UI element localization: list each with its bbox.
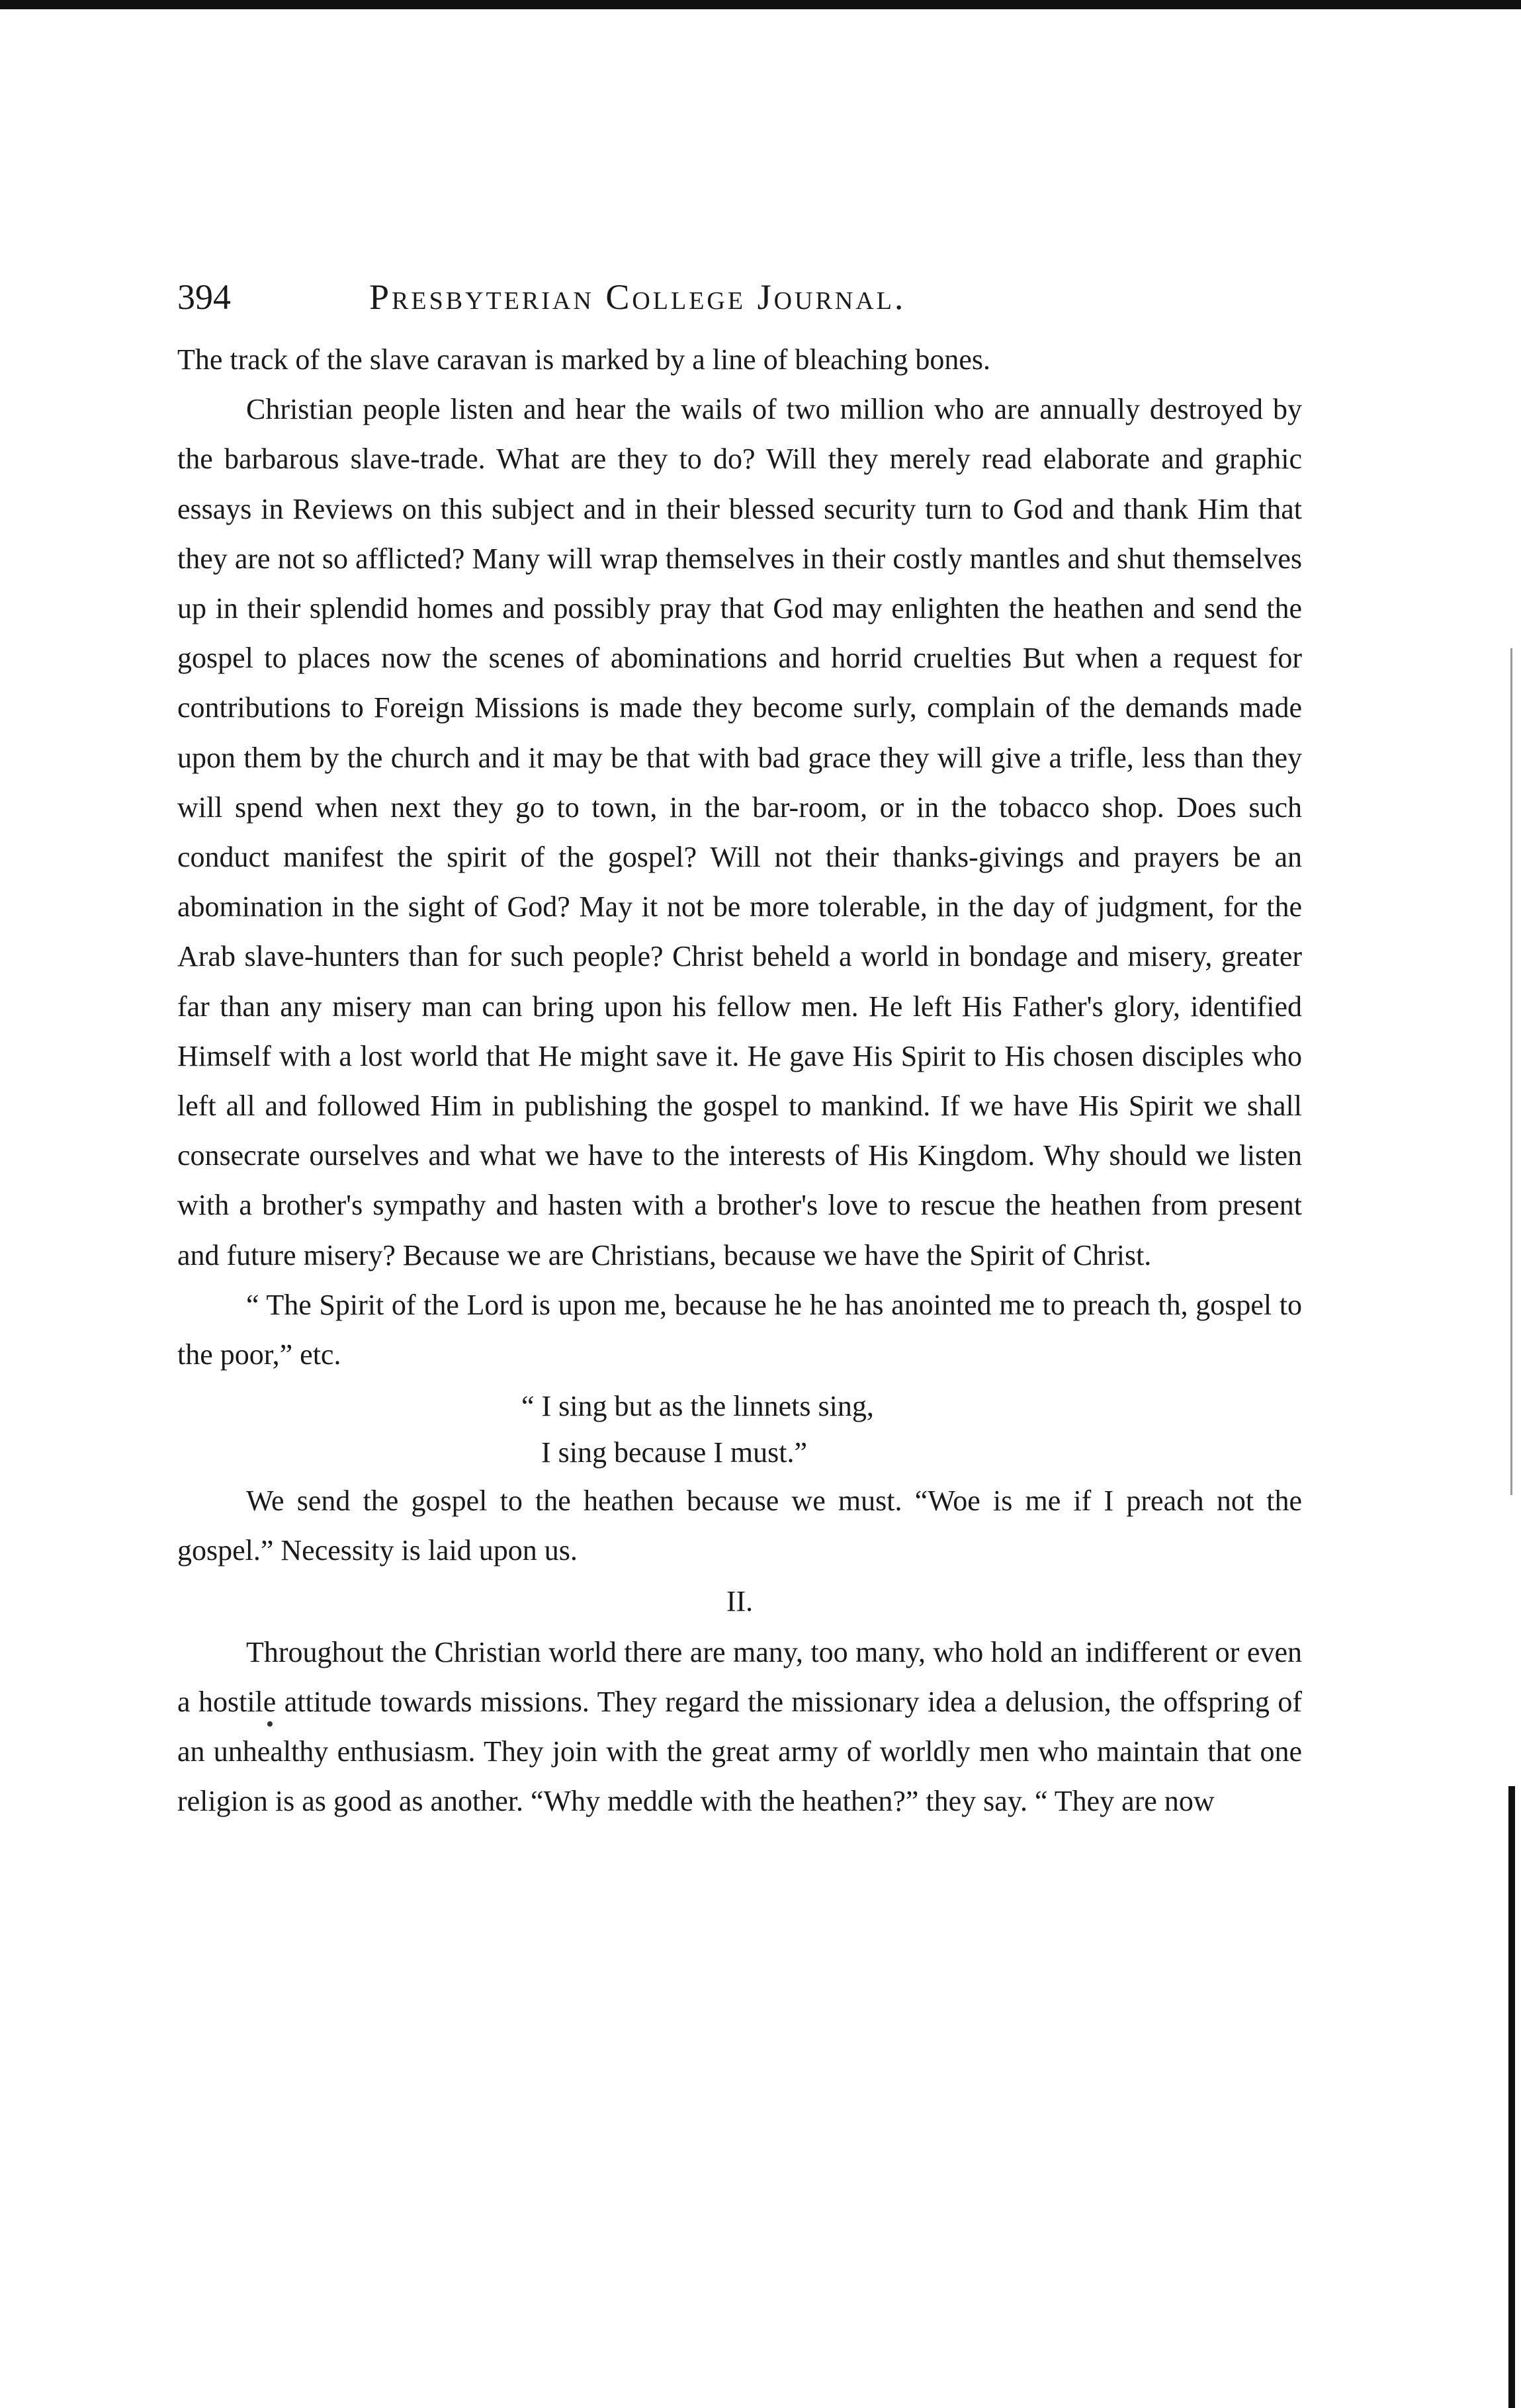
top-border-rule <box>0 0 1521 9</box>
paragraph-christian-people: Christian people listen and hear the wails of two million who are annually destroyed by the barbarous slave-trade. What are they to do? Will they merely read elaborate and graphic essays in Reviews on this subject and in their blessed security turn to God and thank Him that they are not so afflicted? Many will wrap themselves in their costly mantles and shut themselves up in their splendid homes and possibly pray that God may enlighten the heathen and send the gospel to places now the scenes of abominations and horrid cruelties But when a request for contributions to Foreign Missions is made they become surly, complain of the demands made upon them by the church and it may be that with bad grace they will give a trifle, less than they will spend when next they go to town, in the bar-room, or in the tobacco shop. Does such conduct manifest the spirit of the gospel? Will not their thanks-givings and prayers be an abomination in the sight of God? May it not be more tolerable, in the day of judgment, for the Arab slave-hunters than for such people? Christ beheld a world in bondage and misery, greater far than any misery man can bring upon his fellow men. He left His Father's glory, identified Himself with a lost world that He might save it. He gave His Spirit to His chosen disciples who left all and followed Him in publishing the gospel to mankind. If we have His Spirit we shall consecrate ourselves and what we have to the interests of His Kingdom. Why should we listen with a brother's sympathy and hasten with a brother's love to rescue the heathen from present and future misery? Because we are Christians, because we have the Spirit of Christ. <box>177 393 1302 1271</box>
verse-line: I sing because I must.” <box>541 1436 807 1469</box>
paragraph-spirit-of-lord: “ The Spirit of the Lord is upon me, because he he has anointed me to preach th, gospel to the poor,” etc. <box>177 1288 1302 1371</box>
verse-line: “ I sing but as the linnets sing, <box>521 1390 874 1423</box>
paragraph-throughout: Throughout the Christian world there are many, too many, who hold an indifferent or even a hostile attitude towards missions. They regard the missionary idea a delusion, the offspring of an unhealthy enthusiasm. They join with the great army of worldly men who maintain that one religion is as good as another. “Why meddle with the heathen?” they say. “ They are now <box>177 1635 1302 1818</box>
paragraph-send-gospel: We send the gospel to the heathen because we must. “Woe is me if I preach not the gospel.” Necessity is laid upon us. <box>177 1484 1302 1567</box>
right-edge-rule <box>1508 1786 1515 2408</box>
body-text <box>177 335 1302 1826</box>
page-number: 394 <box>177 277 231 317</box>
running-head <box>177 277 1302 335</box>
right-edge-shadow <box>1510 648 1512 1495</box>
journal-title: Presbyterian College Journal. <box>369 277 906 317</box>
margin-bullet-mark: • <box>266 1712 274 1737</box>
paragraph-slave-caravan: The track of the slave caravan is marked by a line of bleaching bones. <box>177 343 991 376</box>
page-content <box>177 277 1302 1826</box>
section-number: II. <box>726 1584 754 1617</box>
verse-quotation <box>177 1383 1302 1476</box>
